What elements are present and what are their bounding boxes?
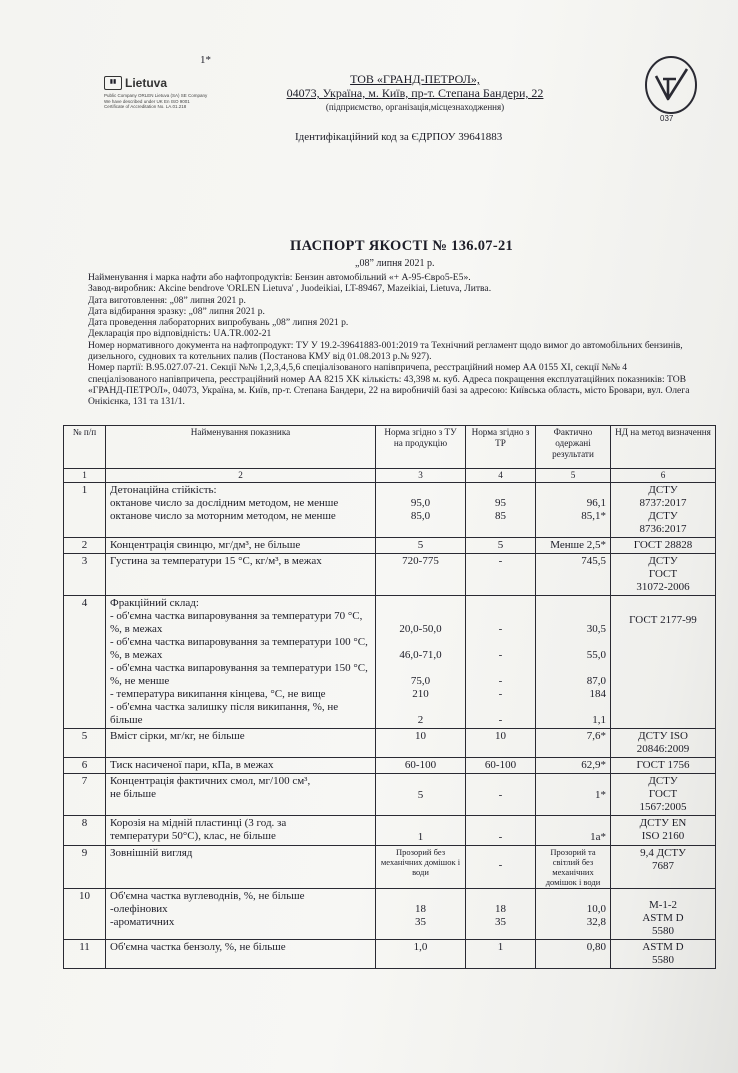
table-row <box>64 596 716 729</box>
index-cell: 4 <box>466 469 536 483</box>
name-line: октанове число за дослідним методом, не менше <box>110 497 339 509</box>
tr-norm: - <box>466 816 536 846</box>
table-row <box>64 729 716 758</box>
test-method <box>611 940 716 969</box>
indicator-name <box>106 596 376 729</box>
name-line: Фракційний склад: <box>110 597 199 609</box>
table-row <box>64 483 716 538</box>
info-line: Номер нормативного документа на нафтопродукт: ТУ У 19.2-39641883-001:2019 та Технічний регламент щодо вимог до автомобільних бензинів, дизельного, суднових та котельних палив (Постанова КМУ від 01.08.2013 р.№ 927). <box>88 339 683 363</box>
header-cell: № п/п <box>64 426 106 469</box>
method-line: ДСТУ ISO <box>638 730 688 742</box>
actual-result <box>536 483 611 538</box>
header-cell: НД на метод визначення <box>611 426 716 469</box>
table-row <box>64 940 716 969</box>
tu-norm: 1 <box>376 816 466 846</box>
value-line: 85 <box>495 510 506 522</box>
test-method: ГОСТ 2177-99 <box>611 596 716 729</box>
header-cell: Норма згідно з ТУ на продукцію <box>376 426 466 469</box>
value-line: 184 <box>589 688 606 700</box>
edrpou-code: Ідентифікаційний код за ЄДРПОУ 39641883 <box>295 131 503 143</box>
method-line: ДСТУ EN <box>639 817 687 829</box>
logo-line: Certificate of Accreditation No. LA.01.218 <box>104 104 187 110</box>
value-line: 1,1 <box>592 714 606 726</box>
logo-name: Lietuva <box>125 76 168 90</box>
indicator-name: Тиск насиченої пари, кПа, в межах <box>106 758 376 774</box>
value-line: - <box>498 649 503 661</box>
value-line: 85,0 <box>410 510 431 522</box>
method-line: ГОСТ <box>648 568 678 580</box>
page-number: 1* <box>200 54 211 66</box>
method-line: 8737:2017 <box>639 497 687 509</box>
method-line: ASTM D <box>642 912 684 924</box>
value-line: 2 <box>417 714 424 726</box>
method-line: 31072-2006 <box>636 581 690 593</box>
indicator-name <box>106 889 376 940</box>
method-line: ASTM D <box>642 941 684 953</box>
value-line: 75,0 <box>410 675 431 687</box>
header-cell: Фактично одержані результати <box>536 426 611 469</box>
tu-norm <box>376 596 466 729</box>
test-method <box>611 889 716 940</box>
method-line: ISO 2160 <box>641 830 685 842</box>
tu-norm: 5 <box>376 538 466 554</box>
actual-result: 62,9* <box>536 758 611 774</box>
row-number: 11 <box>64 940 106 969</box>
indicator-name: Об'ємна частка бензолу, %, не більше <box>106 940 376 969</box>
info-line: Номер партії: В.95.027.07-21. Секції №№ 1,2,3,4,5,6 спеціалізованого напівпричепа, реєстраційний номер АА 0155 XI, секції №№ 4 спеціалізованого напівпричепа, реєстраційний номер АА 8215 XK кількість: 43,398 м. куб. Адреса покращення експлуатаційних показників: ТОВ «ГРАНД-ПЕТРОЛ», 04073, Україна, м. Київ, пр-т. Степана Бандери, 22 на виробничій базі за адресою: Київська область, місто Бровари, вул. Олега Онікієнка, 131 та 131/1. <box>88 362 690 408</box>
test-method <box>611 816 716 846</box>
quality-table <box>63 425 716 969</box>
indicator-name: Вміст сірки, мг/кг, не більше <box>106 729 376 758</box>
method-line: ДСТУ <box>648 775 678 787</box>
tr-norm: 60-100 <box>466 758 536 774</box>
value-line: 96,1 <box>586 497 606 509</box>
indicator-name <box>106 483 376 538</box>
tr-norm: 5 <box>466 538 536 554</box>
tu-norm: 720-775 <box>376 554 466 596</box>
actual-result: 745,5 <box>536 554 611 596</box>
actual-result: 1а* <box>536 816 611 846</box>
value-line: 95,0 <box>410 497 431 509</box>
tr-norm: - <box>466 846 536 889</box>
method-line: ДСТУ <box>648 484 678 496</box>
tr-norm: 10 <box>466 729 536 758</box>
method-line: 8736:2017 <box>639 523 687 535</box>
row-number: 1 <box>64 483 106 538</box>
info-line: Декларація про відповідність: UA.TR.002-21 <box>88 328 272 340</box>
value-line: 32,8 <box>586 916 606 928</box>
actual-result <box>536 889 611 940</box>
table-header-row <box>64 426 716 469</box>
value-line: - <box>498 688 503 700</box>
value-line: 35 <box>415 916 426 928</box>
name-line: -ароматичних <box>110 916 175 928</box>
method-line: 9,4 ДСТУ <box>640 847 686 859</box>
tu-norm: 5 <box>376 774 466 816</box>
test-method <box>611 729 716 758</box>
header-cell: Найменування показника <box>106 426 376 469</box>
value-line: 30,5 <box>586 623 606 635</box>
info-line: Завод-виробник: Akcine bendrove 'ORLEN Lietuva' , Juodeikiai, LT-89467, Mazeikiai, Lietuva, Литва. <box>88 283 492 295</box>
tr-norm <box>466 483 536 538</box>
name-line: Корозія на мідній пластинці (3 год. за <box>110 817 287 829</box>
value-line: 20,0-50,0 <box>399 623 442 635</box>
product-info <box>88 272 698 408</box>
value-line: 10,0 <box>586 903 606 915</box>
info-line: Найменування і марка нафти або нафтопродуктів: Бензин автомобільний «+ А-95-Євро5-Е5». <box>88 272 471 283</box>
tr-norm <box>466 889 536 940</box>
row-number: 4 <box>64 596 106 729</box>
logo-line: We have described under UK En ISO 9001 <box>104 98 190 104</box>
logo-line: Public Company ORLEN Lietuva (SA) SE Company <box>104 93 208 98</box>
indicator-name: Густина за температури 15 °С, кг/м³, в межах <box>106 554 376 596</box>
row-number: 9 <box>64 846 106 889</box>
test-method <box>611 846 716 889</box>
name-line: Детонаційна стійкість: <box>110 484 217 496</box>
test-method: ГОСТ 1756 <box>611 758 716 774</box>
tu-norm: 60-100 <box>376 758 466 774</box>
row-number: 10 <box>64 889 106 940</box>
value-line <box>540 484 606 497</box>
name-line: Об'ємна частка вуглеводнів, %, не більше <box>110 890 305 902</box>
method-line: ДСТУ <box>648 555 678 567</box>
value-line: - <box>498 675 503 687</box>
value-line: 210 <box>412 688 429 700</box>
method-line: 5580 <box>652 954 674 966</box>
table-index-row <box>64 469 716 483</box>
name-line: -олефінових <box>110 903 168 915</box>
tu-norm: Прозорий без механічних домішок і води <box>376 846 466 889</box>
name-line: - об'ємна частка випаровування за температури 150 °С, %, не менше <box>110 662 368 687</box>
value-line: 55,0 <box>586 649 606 661</box>
table-row <box>64 758 716 774</box>
value-line <box>470 484 531 497</box>
info-line: Дата відбирання зразку: „08” липня 2021 р. <box>88 305 265 317</box>
orlen-logo-icon: ▮▮ <box>104 76 122 90</box>
actual-result: 7,6* <box>536 729 611 758</box>
method-line: М-1-2 <box>648 899 678 911</box>
table-row <box>64 554 716 596</box>
tu-norm <box>376 889 466 940</box>
value-line: 18 <box>415 903 426 915</box>
method-line: ДСТУ <box>648 510 678 522</box>
value-line: 35 <box>495 916 506 928</box>
indicator-name <box>106 816 376 846</box>
info-line: Дата виготовлення: „08” липня 2021 р. <box>88 294 246 306</box>
name-line: не більше <box>110 788 157 800</box>
row-number: 3 <box>64 554 106 596</box>
tr-norm <box>466 596 536 729</box>
table-row <box>64 816 716 846</box>
actual-result: Менше 2,5* <box>536 538 611 554</box>
index-cell: 1 <box>64 469 106 483</box>
row-number: 6 <box>64 758 106 774</box>
value-line: 95 <box>495 497 506 509</box>
info-line: Дата проведення лабораторних випробувань „08” липня 2021 р. <box>88 317 349 329</box>
orlen-lietuva-logo <box>104 76 224 110</box>
document-title: ПАСПОРТ ЯКОСТІ № 136.07-21 <box>290 238 514 254</box>
row-number: 5 <box>64 729 106 758</box>
test-method <box>611 483 716 538</box>
test-method <box>611 554 716 596</box>
table-row <box>64 774 716 816</box>
actual-result <box>536 596 611 729</box>
company-name: ТОВ «ГРАНД-ПЕТРОЛ», <box>350 72 480 86</box>
table-row <box>64 538 716 554</box>
name-line: - об'ємна частка випаровування за температури 70 °С, %, в межах <box>110 610 363 635</box>
row-number: 7 <box>64 774 106 816</box>
tu-norm <box>376 483 466 538</box>
value-line: 46,0-71,0 <box>399 649 442 661</box>
row-number: 2 <box>64 538 106 554</box>
seal-number: 037 <box>660 114 674 123</box>
index-cell: 6 <box>611 469 716 483</box>
method-line: 5580 <box>652 925 674 937</box>
index-cell: 2 <box>106 469 376 483</box>
test-method <box>611 774 716 816</box>
name-line: - температура википання кінцева, °С, не вище <box>110 688 326 700</box>
value-line: 18 <box>495 903 506 915</box>
actual-result: 0,80 <box>536 940 611 969</box>
tu-norm: 10 <box>376 729 466 758</box>
name-line: - об'ємна частка випаровування за температури 100 °С, %, в межах <box>110 636 368 661</box>
indicator-name: Зовнішній вигляд <box>106 846 376 889</box>
method-line: 1567:2005 <box>639 801 687 813</box>
value-line: - <box>498 623 503 635</box>
document-date: „08” липня 2021 р. <box>355 258 435 269</box>
value-line: 85,1* <box>581 510 606 522</box>
tu-norm: 1,0 <box>376 940 466 969</box>
tr-norm: - <box>466 774 536 816</box>
actual-result: 1* <box>536 774 611 816</box>
index-cell: 3 <box>376 469 466 483</box>
name-line: - об'ємна частка залишку після википання, %, не більше <box>110 701 339 726</box>
value-line: 87,0 <box>586 675 606 687</box>
indicator-name: Концентрація свинцю, мг/дм³, не більше <box>106 538 376 554</box>
method-line: 20846:2009 <box>636 743 690 755</box>
tr-norm: 1 <box>466 940 536 969</box>
index-cell: 5 <box>536 469 611 483</box>
method-line: 7687 <box>652 860 674 872</box>
header-cell: Норма згідно з ТР <box>466 426 536 469</box>
row-number: 8 <box>64 816 106 846</box>
name-line: октанове число за моторним методом, не менше <box>110 510 336 522</box>
tr-norm: - <box>466 554 536 596</box>
test-method: ГОСТ 28828 <box>611 538 716 554</box>
table-row <box>64 889 716 940</box>
method-line: ГОСТ <box>648 788 678 800</box>
indicator-name <box>106 774 376 816</box>
company-address: 04073, Україна, м. Київ, пр-т. Степана Бандери, 22 <box>286 86 544 100</box>
value-line <box>380 484 461 497</box>
table-row <box>64 846 716 889</box>
company-header <box>270 72 560 114</box>
actual-result: Прозорий та світлий без механічних домішок і води <box>536 846 611 889</box>
value-line: - <box>498 714 503 726</box>
name-line: температури 50°С), клас, не більше <box>110 830 276 842</box>
name-line: Концентрація фактичних смол, мг/100 см³, <box>110 775 311 787</box>
address-caption: (підприємство, організація,місцезнаходження) <box>325 102 505 112</box>
